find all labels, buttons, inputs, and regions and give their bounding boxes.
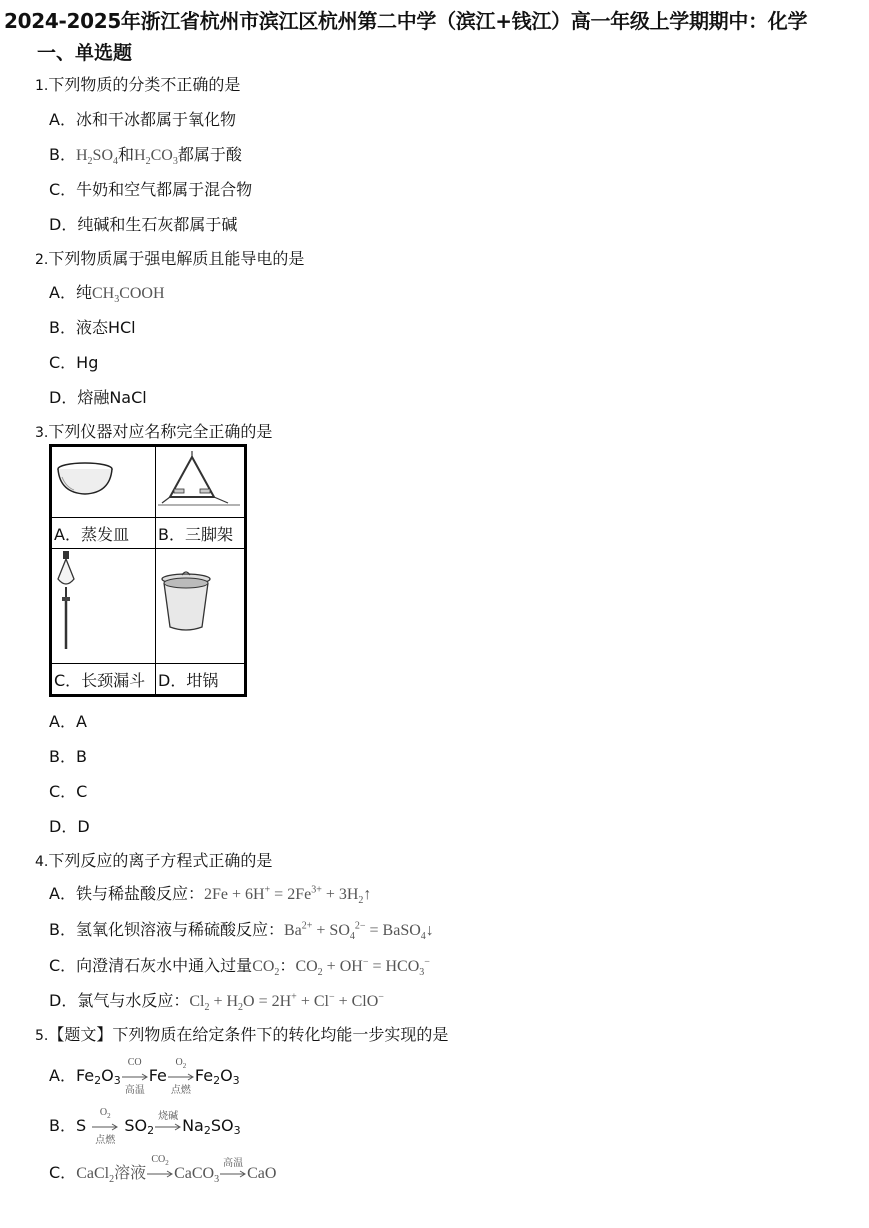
reaction-arrow: CO 高温 [124,1056,145,1096]
q1-option-d[interactable]: D．纯碱和生石灰都属于碱 [49,215,238,234]
question-4 [35,848,272,871]
question-2 [35,246,304,269]
question-number: 5. [35,1028,49,1044]
option-label: B． [49,1116,76,1135]
q4-option-a[interactable] [49,881,371,906]
option-c-caption: C．长颈漏斗 [51,664,156,696]
reaction-arrow: $O_2$ 点燃 [170,1056,191,1096]
q2-option-d[interactable]: D．熔融NaCl [49,388,147,407]
option-text: D．氯气与水反应： [49,991,190,1010]
question-stem: 下列仪器对应名称完全正确的是 [48,422,273,441]
reaction-arrow: 烧碱 [155,1120,181,1134]
question-1 [35,72,240,95]
option-d-caption: D．坩锅 [156,664,246,696]
q3-option-d[interactable]: D．D [49,817,90,836]
q5-option-a[interactable]: A．$Fe_2O_3$ CO 高温 Fe $O_2$ 点燃 $Fe_2O_3$ [49,1056,240,1096]
equation-b: $Ba^{2+} + SO_4^{2-}$ = BaSO$_4$↓ [283,920,434,943]
question-stem: 下列物质的分类不正确的是 [48,75,241,94]
formula-h2so4: $H_2SO_4$ [75,147,118,168]
option-text: A．纯 [49,283,92,302]
evaporating-dish-image [51,446,156,518]
reaction-arrow: 高温 [220,1167,246,1181]
instrument-table [49,444,247,697]
q5-option-c[interactable]: C．CaCl$_2$溶液 $CO_2$ CaCO$_3$ 高温 CaO [49,1153,277,1186]
equation-a: $2Fe + 6H^+ = 2Fe^{3+}$ + $3H_2↑$ [203,884,372,907]
option-text: B．氢氧化钡溶液与稀硫酸反应： [49,920,284,939]
q1-option-a[interactable]: A．冰和干冰都属于氧化物 [49,110,236,129]
q4-option-b[interactable] [49,917,434,942]
reaction-arrow: $CO_2$ [147,1167,173,1181]
question-number: 2. [35,252,49,268]
question-number: 1. [35,78,49,94]
option-text: ： [279,956,296,975]
question-stem: 下列物质属于强电解质且能导电的是 [48,249,305,268]
option-b-caption: B．三脚架 [156,518,246,549]
q2-option-b[interactable]: B．液态HCl [49,318,136,337]
option-label: C． [49,1163,77,1182]
question-stem: 【题文】下列物质在给定条件下的转化均能一步实现的是 [48,1025,449,1044]
separatory-funnel-image [51,549,156,664]
q5-option-b[interactable]: B．S $O_2$ 点燃 $SO_2$ 烧碱 $Na_2SO_3$ [49,1106,241,1146]
reaction-arrow: $O_2$ 点燃 [95,1106,116,1146]
question-number: 4. [35,854,49,870]
section-heading: 一、单选题 [37,42,133,64]
question-stem: 下列反应的离子方程式正确的是 [48,851,273,870]
document-title: 2024-2025年浙江省杭州市滨江区杭州第二中学（滨江+钱江）高一年级上学期期中：化学 [4,9,808,33]
q4-option-c[interactable] [49,953,430,978]
option-label: A． [49,1066,76,1085]
q1-option-b[interactable] [49,142,242,167]
option-a-caption: A．蒸发皿 [51,518,156,549]
q3-option-c[interactable]: C．C [49,782,88,801]
q2-option-c[interactable]: C．Hg [49,353,99,372]
q1-option-c[interactable]: C．牛奶和空气都属于混合物 [49,180,253,199]
formula-h2co3: $H_2CO_3$ [134,147,178,168]
option-text: 都属于酸 [177,145,242,164]
crucible-image [156,549,246,664]
tripod-triangle-image [156,446,246,518]
equation-c: $CO_2 + OH^- = HCO_3^-$ [295,956,430,979]
question-number: 3. [35,425,49,441]
q3-option-a[interactable]: A．A [49,712,87,731]
q4-option-d[interactable] [49,988,384,1013]
formula-co2: $CO_2$ [252,958,280,979]
q3-option-b[interactable]: B．B [49,747,87,766]
option-text: A．铁与稀盐酸反应： [49,884,204,903]
q2-option-a[interactable] [49,280,165,305]
option-label: B． [49,145,76,164]
question-3 [35,419,272,442]
question-5 [35,1022,448,1045]
equation-d: $Cl_2 + H_2O = 2H^+ + Cl^- + ClO^-$ [189,991,384,1014]
option-text: 和 [118,145,135,164]
formula-ch3cooh: $CH_3COOH$ [91,285,165,306]
option-text: C．向澄清石灰水中通入过量 [49,956,253,975]
